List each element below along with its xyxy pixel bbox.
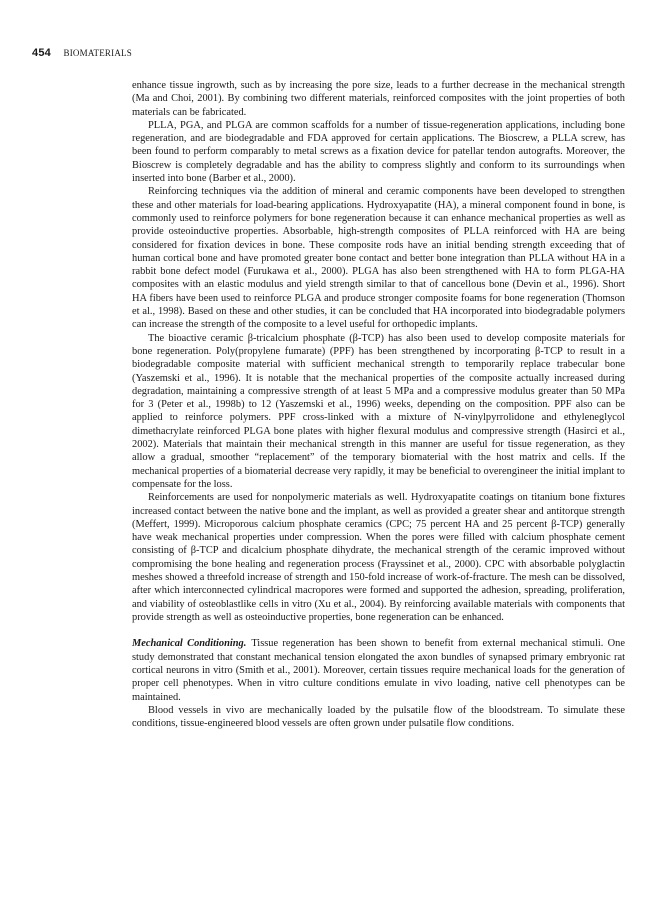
paragraph-blood-vessels: Blood vessels in vivo are mechanically loaded by the pulsatile flow of the bloodstream. To simulate these conditions, tissue-engineered blood vessels are often grown under pulsatile flow conditions. — [132, 704, 625, 730]
paragraph-plla-pga-plga: PLLA, PGA, and PLGA are common scaffolds for a number of tissue-regeneration applications, including bone regeneration, and are biodegradable and FDA approved for certain applications. The Bioscrew, a PLLA screw, has been found to perform comparably to metal screws as a fixation device for patellar tendon autografts. Moreover, the Bioscrew is completely degradable and has the ability to compress slightly and conform to its surroundings when inserted into bone (Barber et al., 2000). — [132, 119, 625, 185]
paragraph-nonpolymeric: Reinforcements are used for nonpolymeric materials as well. Hydroxyapatite coatings on titanium bone fixtures increased contact between the native bone and the implant, as well as provided a greater shear and antitorque strength (Meffert, 1999). Microporous calcium phosphate ceramics (CPC; 75 percent HA and 25 percent β-TCP) generally have weak mechanical properties under compression. When the pores were filled with calcium phosphate cement consisting of β-TCP and dicalcium phosphate dihydrate, the mechanical strength of the ceramic improved without compromising the bone healing and regeneration process (Frayssinet et al., 2000). CPC with absorbable polyglactin meshes showed a threefold increase of strength and 150-fold increase of work-of-fracture. The mesh can be dissolved, after which interconnected cylindrical macropores were formed and supported the adhesion, spreading, proliferation, and viability of osteoblastlike cells in vitro (Xu et al., 2004). By reinforcing available materials with components that provide strength as well as osteoinductive properties, bone regeneration can be enhanced. — [132, 492, 625, 623]
body-text — [132, 79, 625, 731]
section-heading: Mechanical Conditioning. — [132, 638, 247, 650]
section-mechanical-conditioning — [132, 637, 625, 703]
paragraph-reinforcing-techniques: Reinforcing techniques via the addition of mineral and ceramic components have been developed to strengthen these and other materials for load-bearing applications. Hydroxyapatite (HA), a mineral component found in bone, is commonly used to reinforce polymers for bone regeneration because it can enhance mechanical properties as well as provide osteoinductive properties. Absorbable, high-strength composites of PLLA reinforced with HA are being considered for fixation devices in bone. These composite rods have an initial bending strength exceeding that of human cortical bone and have promoted greater bone contact and better bone integration than PLLA without HA in a rabbit bone defect model (Furukawa et al., 2000). PLGA has also been strengthened with HA to form PLGA-HA composites with an elastic modulus and yield strength similar to that of cancellous bone (Devin et al., 1996). Short HA fibers have been used to reinforce PLGA and produce stronger composite foams for bone regeneration (Thomson et al., 1998). Based on these and other studies, it can be concluded that HA incorporated into biodegradable polymers can increase the strength of the composite to a level useful for orthopedic implants. — [132, 186, 625, 331]
page-header — [32, 47, 132, 59]
paragraph-beta-tcp: The bioactive ceramic β-tricalcium phosphate (β-TCP) has also been used to develop composite materials for bone regeneration. Poly(propylene fumarate) (PPF) has been strengthened by incorporating β-TCP to result in a biodegradable composite material with sufficient mechanical strength to temporarily replace trabecular bone (Yaszemski et al., 1996). It is notable that the mechanical properties of the composite actually increased during degradation, maintaining a compressive strength of at least 5 MPa and a compressive modulus greater than 50 MPa for 3 (Peter et al., 1998b) to 12 (Yaszemski et al., 1996) weeks, depending on the composition. PPF also can be applied to reinforce polymers. PPF cross-linked with a mixture of N-vinylpyrrolidone and ethyleneglycol dimethacrylate reinforced PLGA bone plates with higher flexural modulus and compressive strength (Hasirci et al., 2002). Materials that maintain their mechanical strength in this manner are useful for tissue regeneration, as they allow a gradual, smoother “replacement” of the temporary biomaterial with the host matrix and cells. If the mechanical properties of a biomaterial decrease very rapidly, it may be beneficial to overengineer the initial implant to compensate for the loss. — [132, 332, 625, 490]
page-number: 454 — [32, 47, 51, 59]
running-title: BIOMATERIALS — [63, 48, 132, 58]
section-text: Tissue regeneration has been shown to benefit from external mechanical stimuli. One study demonstrated that constant mechanical tension elongated the axon bundles of synapsed primary embryonic rat cortical neurons in vitro (Smith et al., 2001). Moreover, certain tissues require mechanical loads for the generation of proper cell phenotypes. When in vitro culture conditions emulate in vivo loading, native cell phenotypes can be maintained. — [132, 638, 625, 703]
paragraph-continued: enhance tissue ingrowth, such as by increasing the pore size, leads to a further decrease in the mechanical strength (Ma and Choi, 2001). By combining two different materials, reinforced composites with the joint properties of both materials can be fabricated. — [132, 80, 625, 118]
